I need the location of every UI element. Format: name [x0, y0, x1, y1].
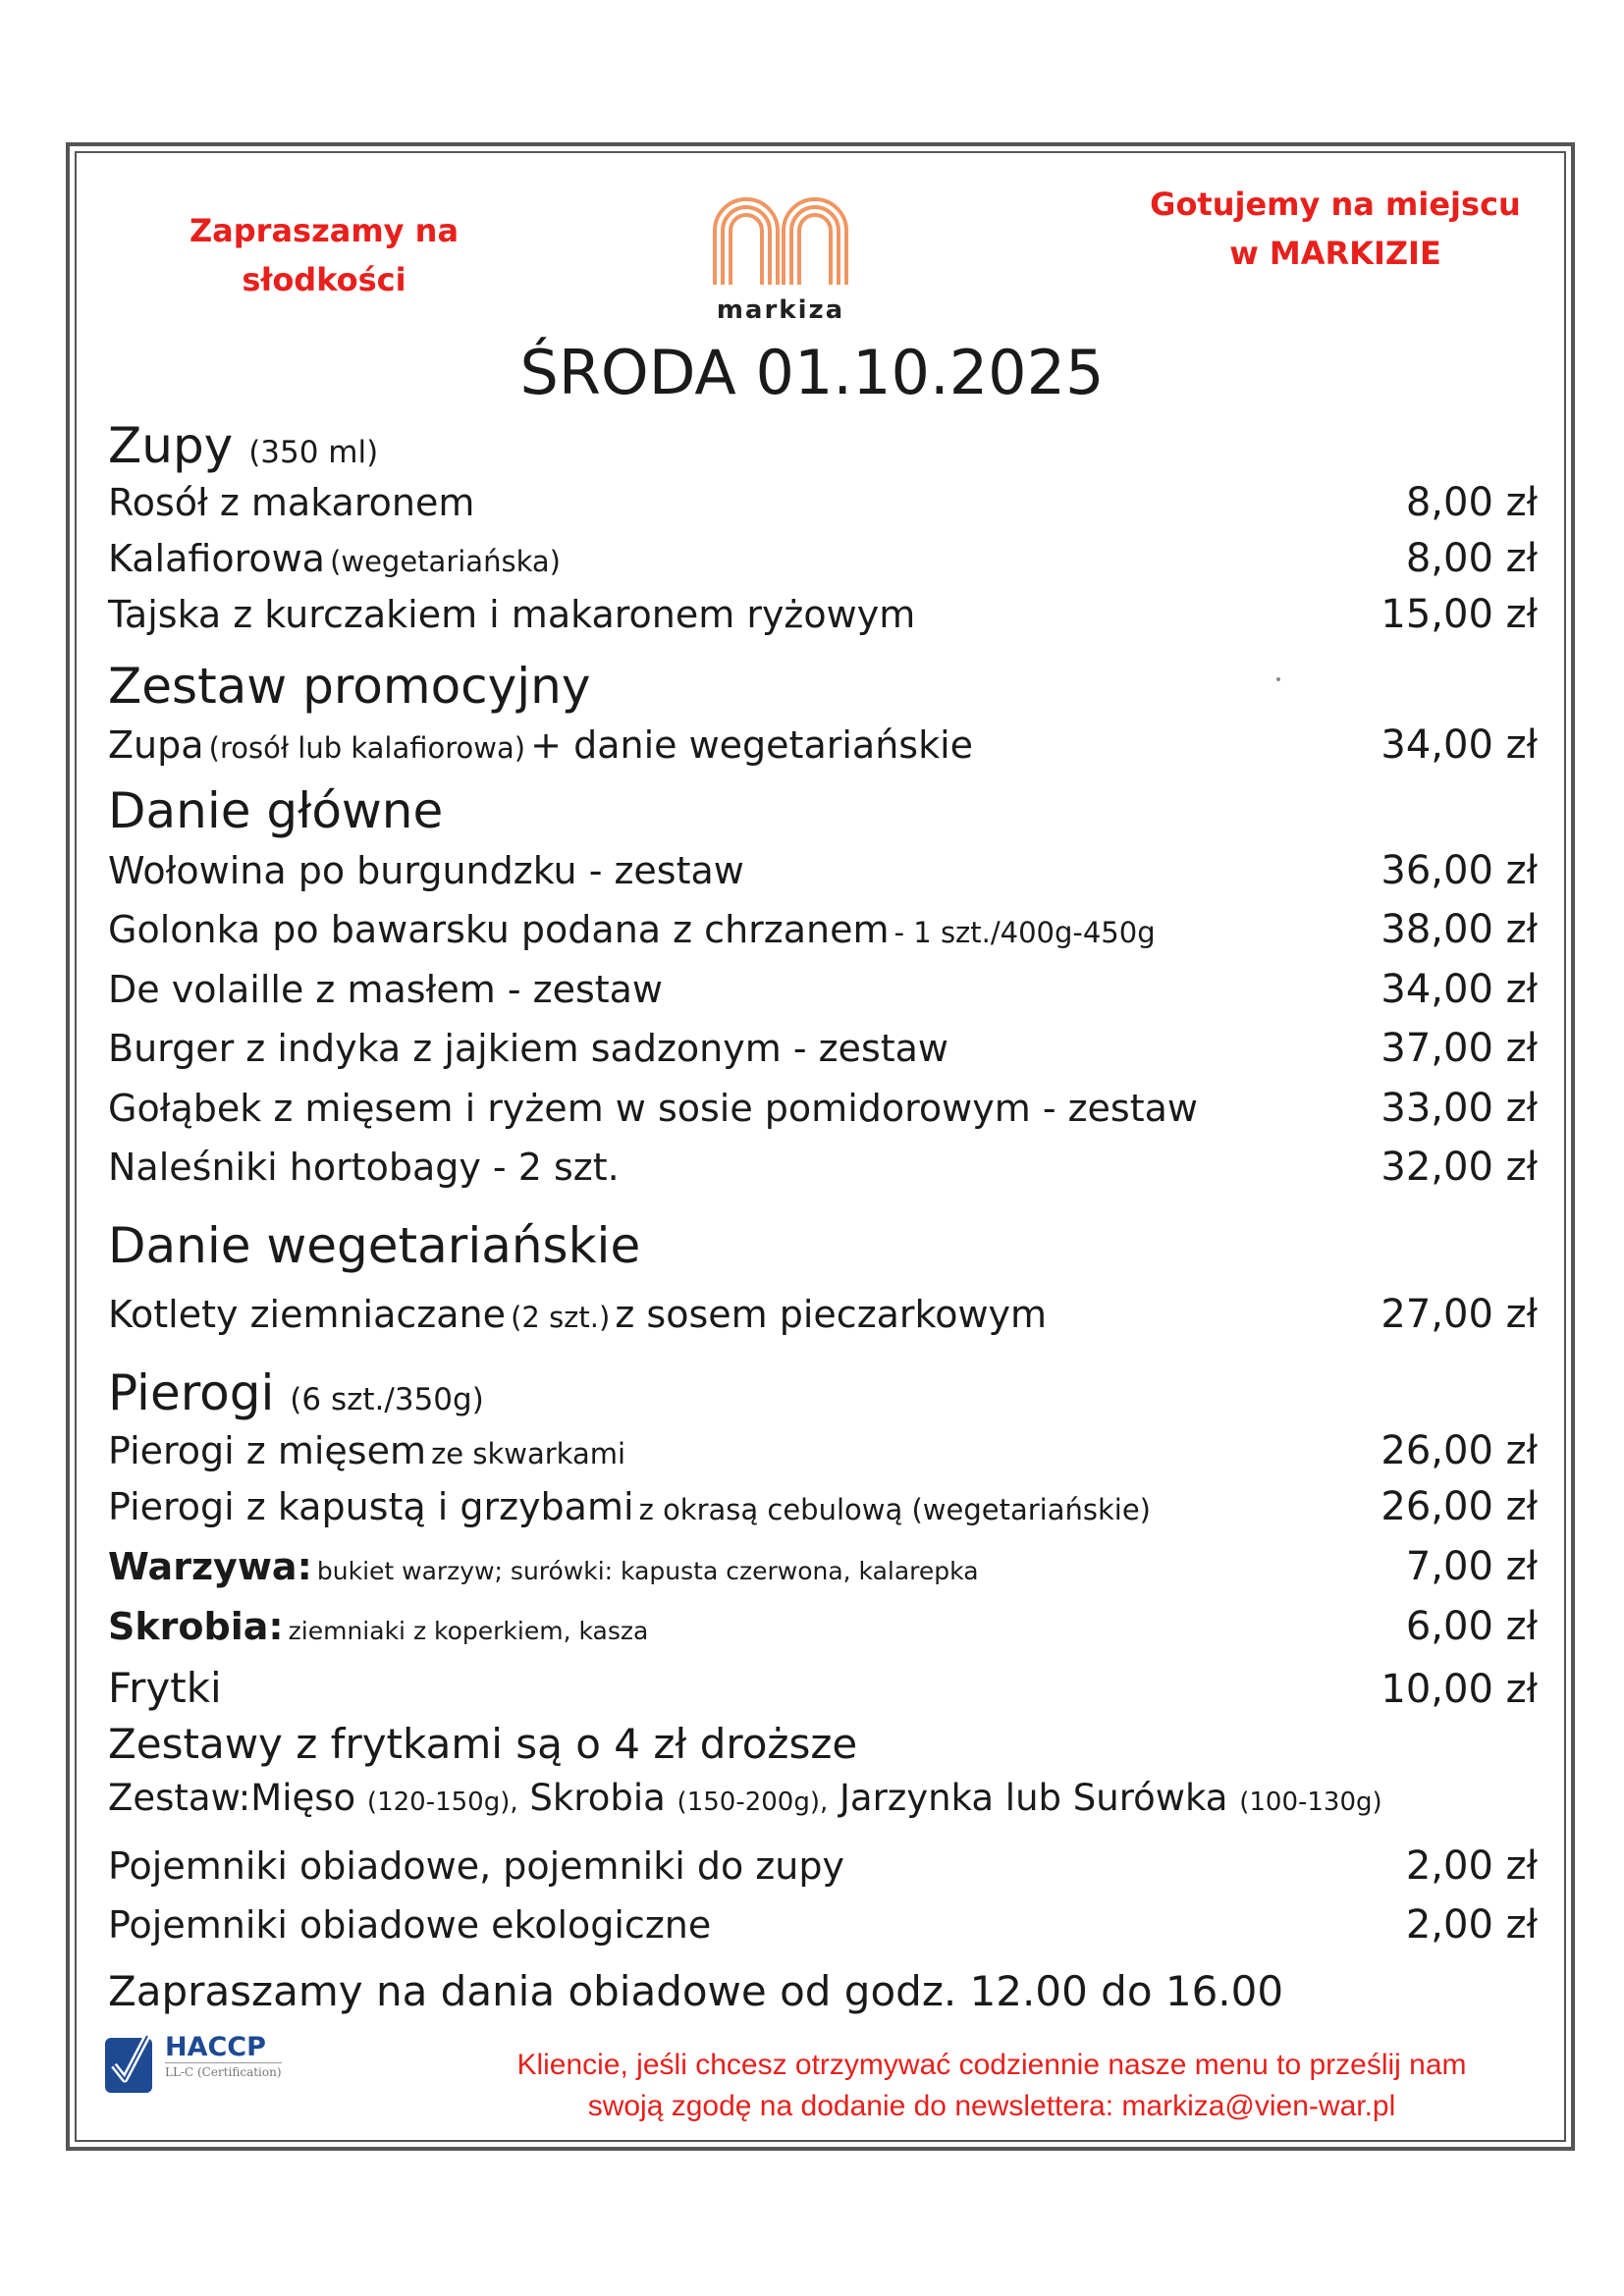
set-meat: Zestaw:Mięso	[108, 1777, 356, 1819]
item-price: 37,00 zł	[1380, 1026, 1538, 1071]
section-heading-wege	[108, 1217, 640, 1274]
item-name-suffix: + danie wegetariańskie	[530, 723, 974, 767]
menu-item-skrobia	[108, 1604, 1538, 1659]
menu-item	[108, 967, 1538, 1022]
markiza-logo-icon	[707, 187, 854, 290]
sweets-invite-line1: Zapraszamy na	[189, 212, 460, 249]
item-price: 6,00 zł	[1405, 1604, 1538, 1649]
set-starch: Skrobia	[529, 1777, 666, 1819]
sweets-invite	[187, 206, 461, 304]
item-name-suffix: z sosem pieczarkowym	[615, 1293, 1048, 1336]
item-label: Warzywa:	[108, 1545, 312, 1588]
item-price: 38,00 zł	[1380, 907, 1538, 952]
item-price: 34,00 zł	[1380, 722, 1538, 768]
item-note: (rosół lub kalafiorowa)	[208, 731, 526, 765]
haccp-subtitle: LL-C (Certification)	[165, 2062, 282, 2079]
item-note: z okrasą cebulową (wegetariańskie)	[638, 1493, 1151, 1526]
menu-item-warzywa	[108, 1544, 1538, 1599]
section-title: Danie wegetariańskie	[108, 1217, 641, 1274]
item-price: 33,00 zł	[1380, 1086, 1538, 1131]
menu-item	[108, 907, 1538, 962]
menu-item	[108, 1086, 1538, 1141]
section-title: Pierogi	[108, 1364, 275, 1421]
menu-item-container	[108, 1902, 1538, 1957]
opening-hours: Zapraszamy na dania obiadowe od godz. 12.00 do 16.00	[108, 1967, 1284, 2015]
item-price: 8,00 zł	[1405, 480, 1538, 525]
checkmark-badge-icon	[104, 2032, 153, 2095]
item-price: 26,00 zł	[1380, 1428, 1538, 1473]
section-title: Zupy	[108, 417, 234, 474]
menu-item-container	[108, 1843, 1538, 1898]
item-price: 8,00 zł	[1405, 536, 1538, 581]
menu-item	[108, 1484, 1538, 1539]
section-title: Danie główne	[108, 782, 444, 839]
menu-item	[108, 592, 1538, 647]
item-price: 15,00 zł	[1380, 592, 1538, 637]
set-veg-weight: (100-130g)	[1239, 1788, 1382, 1817]
section-title: Zestaw promocyjny	[108, 658, 591, 715]
item-label: Frytki	[108, 1664, 222, 1712]
item-name: Rosół z makaronem	[108, 481, 475, 524]
item-note: bukiet warzyw; surówki: kapusta czerwona, kalarepka	[316, 1557, 979, 1585]
newsletter-line1: Kliencie, jeśli chcesz otrzymywać codziennie nasze menu to prześlij nam	[516, 2049, 1467, 2081]
set-starch-weight: (150-200g),	[677, 1788, 829, 1817]
item-price: 32,00 zł	[1380, 1145, 1538, 1190]
haccp-badge	[104, 2032, 282, 2095]
item-name: Kalafiorowa	[108, 537, 325, 580]
item-price: 27,00 zł	[1380, 1292, 1538, 1337]
logo-text: markiza	[716, 295, 845, 325]
menu-item	[108, 1292, 1538, 1347]
menu-item	[108, 480, 1538, 535]
item-label: Skrobia:	[108, 1605, 284, 1648]
item-price: 2,00 zł	[1405, 1902, 1538, 1948]
markiza-logo	[707, 187, 854, 325]
cooking-onsite-line1: Gotujemy na miejscu	[1150, 186, 1521, 223]
item-note: - 1 szt./400g-450g	[893, 916, 1156, 949]
menu-item	[108, 722, 1538, 777]
item-price: 2,00 zł	[1405, 1843, 1538, 1889]
item-note: (wegetariańska)	[330, 545, 561, 578]
newsletter-line2: swoją zgodę na dodanie do newslettera: markiza@vien-war.pl	[587, 2090, 1396, 2122]
set-meat-weight: (120-150g),	[366, 1788, 518, 1817]
cooking-onsite-line2: w MARKIZIE	[1229, 235, 1441, 272]
stray-dot	[1276, 677, 1280, 681]
set-composition-line	[108, 1777, 1382, 1819]
item-name: Burger z indyka z jajkiem sadzonym - zestaw	[108, 1027, 949, 1070]
item-name: Pierogi z mięsem	[108, 1429, 426, 1472]
fries-surcharge-note: Zestawy z frytkami są o 4 zł droższe	[108, 1720, 858, 1768]
item-name: Kotlety ziemniaczane	[108, 1293, 506, 1336]
set-veg: Jarzynka lub Surówka	[839, 1777, 1228, 1819]
page-title: ŚRODA 01.10.2025	[519, 337, 1105, 408]
item-price: 10,00 zł	[1380, 1667, 1538, 1712]
section-heading-zupy	[108, 417, 378, 474]
item-name: Pojemniki obiadowe ekologiczne	[108, 1903, 712, 1947]
section-note: (350 ml)	[248, 435, 379, 470]
cooking-onsite-note	[1149, 180, 1522, 278]
item-name: Pojemniki obiadowe, pojemniki do zupy	[108, 1844, 844, 1888]
item-name: Golonka po bawarsku podana z chrzanem	[108, 908, 890, 951]
item-note: ze skwarkami	[431, 1437, 626, 1470]
item-name: Zupa	[108, 723, 204, 767]
item-name: Pierogi z kapustą i grzybami	[108, 1485, 634, 1528]
newsletter-note	[412, 2045, 1571, 2127]
item-price: 34,00 zł	[1380, 967, 1538, 1012]
menu-item	[108, 848, 1538, 903]
section-note: (6 szt./350g)	[290, 1382, 484, 1417]
menu-item	[108, 1026, 1538, 1081]
item-name: Gołąbek z mięsem i ryżem w sosie pomidorowym - zestaw	[108, 1087, 1198, 1130]
menu-item-frytki	[108, 1664, 1538, 1719]
item-price: 26,00 zł	[1380, 1484, 1538, 1529]
section-heading-glowne	[108, 782, 443, 839]
menu-item	[108, 1145, 1538, 1200]
item-price: 36,00 zł	[1380, 848, 1538, 893]
item-note: (2 szt.)	[511, 1301, 611, 1334]
section-heading-promo	[108, 658, 590, 715]
item-name: Wołowina po burgundzku - zestaw	[108, 849, 744, 892]
item-note: ziemniaki z koperkiem, kasza	[288, 1617, 649, 1645]
item-name: Naleśniki hortobagy - 2 szt.	[108, 1146, 620, 1189]
menu-item	[108, 1428, 1538, 1483]
sweets-invite-line2: słodkości	[242, 261, 406, 298]
menu-item	[108, 536, 1538, 591]
item-price: 7,00 zł	[1405, 1544, 1538, 1589]
item-name: De volaille z masłem - zestaw	[108, 968, 664, 1011]
haccp-title: HACCP	[165, 2032, 266, 2062]
section-heading-pierogi	[108, 1364, 484, 1421]
item-name: Tajska z kurczakiem i makaronem ryżowym	[108, 593, 916, 636]
